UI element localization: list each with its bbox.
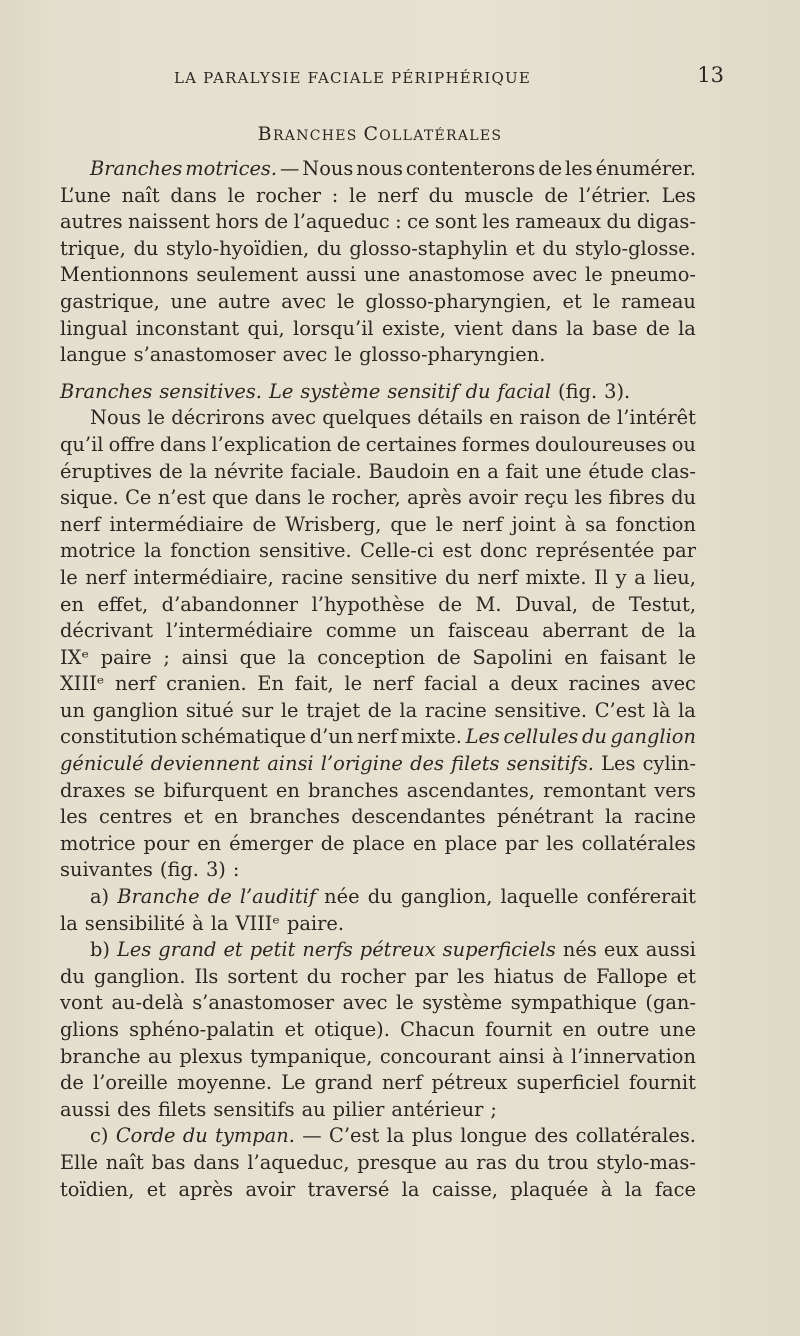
text-line: glions sphéno-palatin et otique). Chacun fournit en outre une [60,1018,696,1041]
text-line: décrivant l’intermédiaire comme un faisceau aberrant de la [60,619,696,643]
text-line: en effet, d’abandonner l’hypothèse de M. Duval, de Testut, [60,592,696,616]
text-line: suivantes (fig. 3) : [60,858,240,882]
text-line: c) Corde du tympan. — C’est la plus longue des collatérales. [90,1124,696,1148]
text-line: Elle naît bas dans l’aqueduc, presque au ras du trou stylo-mas- [60,1150,696,1174]
text-line: langue s’anastomoser avec le glosso-pharyngien. [60,343,546,367]
text-line: du ganglion. Ils sortent du rocher par les hiatus de Fallope et [60,964,696,988]
text-line: XIIIᵉ nerf cranien. En fait, le nerf facial a deux racines avec [60,672,696,696]
text-line: a) Branche de l’auditif née du ganglion, laquelle conférerait [90,885,696,909]
text-line: la sensibilité à la VIIIᵉ paire. [60,911,345,935]
text-line: géniculé deviennent ainsi l’origine des filets sensitifs. Les cylin- [60,752,696,776]
text-line: Branches motrices. — Nous nous contenterons de les énumérer. [90,157,696,180]
text-line: Nous le décrirons avec quelques détails en raison de l’intérêt [90,406,696,430]
text-line: toïdien, et après avoir traversé la caisse, plaquée à la face [60,1177,696,1201]
text-line: sique. Ce n’est que dans le rocher, après avoir reçu les fibres du [60,486,696,510]
running-head [60,63,724,93]
text-line: Mentionnons seulement aussi une anastomose avec le pneumo- [60,263,696,287]
text-line: un ganglion situé sur le trajet de la racine sensitive. C’est là la [60,698,696,722]
text-line: Branches sensitives. Le système sensitif du facial (fig. 3). [60,379,631,403]
running-title: LA PARALYSIE FACIALE PÉRIPHÉRIQUE [174,69,532,87]
text-line: gastrique, une autre avec le glosso-pharyngien, et le rameau [60,289,696,313]
text-line: vont au-delà s’anastomoser avec le système sympathique (gan- [60,991,696,1015]
text-line: IXᵉ paire ; ainsi que la conception de Sapolini en faisant le [60,645,696,669]
section-heading [0,123,760,145]
text-line: qu’il offre dans l’explication de certaines formes douloureuses ou [60,432,696,456]
text-line: branche au plexus tympanique, concourant ainsi à l’innervation [60,1044,696,1068]
text-line: motrice la fonction sensitive. Celle-ci est donc représentée par [60,539,696,563]
page-number: 13 [697,63,724,87]
text-line: b) Les grand et petit nerfs pétreux superficiels nés eux aussi [90,938,696,962]
text-line: autres naissent hors de l’aqueduc : ce sont les rameaux du digas- [60,210,696,234]
text-line: motrice pour en émerger de place en place par les collatérales [60,831,696,855]
text-line: éruptives de la névrite faciale. Baudoin en a fait une étude clas- [60,459,696,483]
text-line: trique, du stylo-hyoïdien, du glosso-staphylin et du stylo-glosse. [60,236,696,260]
body-text [60,156,696,1203]
text-line: constitution schématique d’un nerf mixte. Les cellules du ganglion [60,725,696,749]
text-line: les centres et en branches descendantes pénétrant la racine [60,805,696,829]
text-line: nerf intermédiaire de Wrisberg, que le nerf joint à sa fonction [60,512,696,536]
text-line: de l’oreille moyenne. Le grand nerf pétreux superficiel fournit [60,1071,696,1095]
section-heading-text: BRANCHES COLLATÉRALES [257,123,503,145]
text-line: draxes se bifurquent en branches ascendantes, remontant vers [60,778,696,802]
text-line: le nerf intermédiaire, racine sensitive du nerf mixte. Il y a lieu, [60,565,696,589]
text-line: lingual inconstant qui, lorsqu’il existe, vient dans la base de la [60,316,696,340]
text-line: L’une naît dans le rocher : le nerf du muscle de l’étrier. Les [60,183,696,207]
text-line: aussi des filets sensitifs au pilier antérieur ; [60,1097,497,1121]
